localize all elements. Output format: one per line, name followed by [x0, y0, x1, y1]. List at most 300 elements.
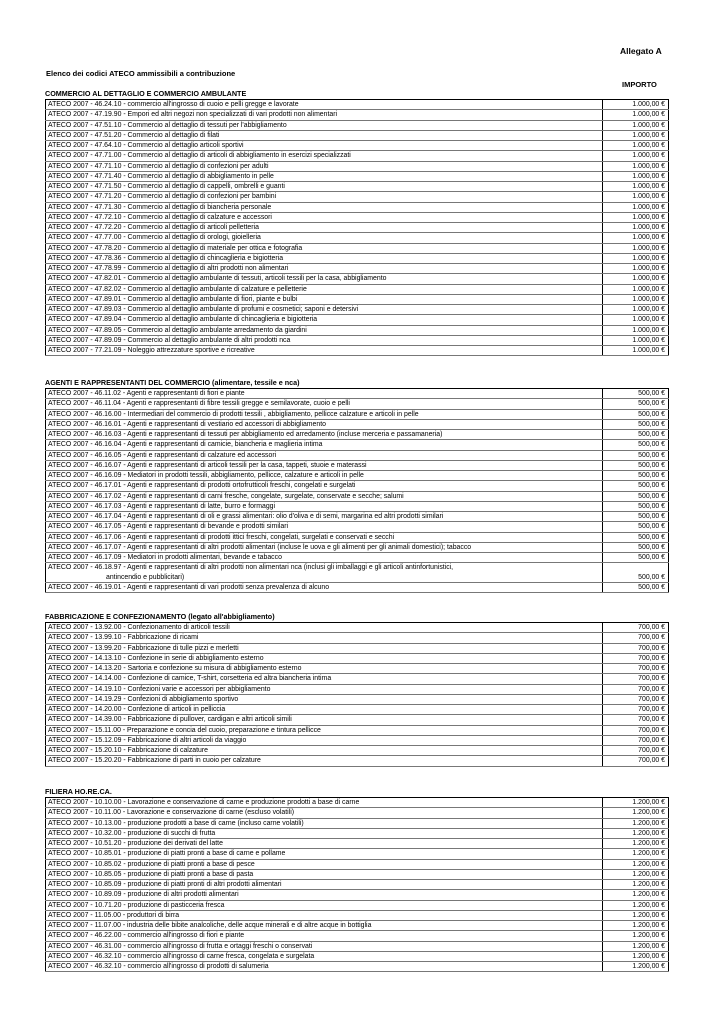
ateco-description	[46, 253, 603, 263]
ateco-description-text: ATECO 2007 - 10.85.09 - produzione di piatti pronti di altri prodotti alimentari	[48, 881, 282, 888]
ateco-description-text: ATECO 2007 - 10.32.00 - produzione di succhi di frutta	[48, 829, 216, 837]
ateco-description-text: ATECO 2007 - 13.92.00 - Confezionamento di articoli tessili	[48, 624, 230, 631]
ateco-amount: 500,00 €	[603, 563, 669, 583]
ateco-table	[45, 100, 669, 356]
importo-column-header: IMPORTO	[622, 80, 657, 89]
ateco-description	[46, 223, 603, 233]
allegato-label: Allegato A	[620, 46, 662, 56]
ateco-amount: 1.000,00 €	[603, 325, 669, 335]
ateco-description-text: ATECO 2007 - 46.16.09 - Mediatori in prodotti tessili, abbigliamento, pellicce, calzature e articoli in pelle	[48, 472, 364, 479]
ateco-description-text: ATECO 2007 - 13.99.20 - Fabbricazione di tulle pizzi e merletti	[48, 644, 239, 652]
table-row	[46, 951, 669, 961]
ateco-description	[46, 746, 603, 756]
ateco-description	[46, 450, 603, 460]
ateco-amount: 700,00 €	[603, 756, 669, 766]
ateco-description-text: ATECO 2007 - 47.78.99 - Commercio al dettaglio di altri prodotti non alimentari	[48, 265, 289, 272]
ateco-description-continuation: antincendio e pubblicitari)	[106, 573, 185, 581]
ateco-description	[46, 430, 603, 440]
ateco-description	[46, 941, 603, 951]
ateco-description-text: ATECO 2007 - 46.24.10 - commercio all'ingrosso di cuoio e pelli gregge e lavorate	[48, 101, 299, 108]
section-title: FABBRICAZIONE E CONFEZIONAMENTO (legato all'abbigliamento)	[45, 612, 669, 623]
ateco-description	[46, 705, 603, 715]
ateco-description	[46, 839, 603, 849]
ateco-table	[45, 389, 669, 593]
table-row	[46, 798, 669, 808]
ateco-description	[46, 161, 603, 171]
ateco-amount: 1.000,00 €	[603, 253, 669, 263]
table-row	[46, 818, 669, 828]
table-row	[46, 653, 669, 663]
table-row	[46, 623, 669, 633]
section-title: COMMERCIO AL DETTAGLIO E COMMERCIO AMBULANTE	[45, 89, 669, 100]
ateco-description	[46, 808, 603, 818]
ateco-amount: 1.200,00 €	[603, 839, 669, 849]
ateco-description-text: ATECO 2007 - 47.51.20 - Commercio al dettaglio di filati	[48, 131, 220, 139]
ateco-description	[46, 491, 603, 501]
ateco-description-text: ATECO 2007 - 47.89.04 - Commercio al dettaglio ambulante di chincaglieria e bigiotteria	[48, 316, 318, 324]
ateco-description-text: ATECO 2007 - 10.85.02 - produzione di piatti pronti a base di pesce	[48, 860, 255, 868]
ateco-description	[46, 346, 603, 356]
ateco-description-text: ATECO 2007 - 47.71.50 - Commercio al dettaglio di cappelli, ombrelli e guanti	[48, 183, 285, 190]
table-row	[46, 243, 669, 253]
ateco-amount: 1.000,00 €	[603, 233, 669, 243]
section-fabbricazione	[45, 612, 669, 767]
ateco-description-text: ATECO 2007 - 46.18.97 - Agenti e rappresentanti di altri prodotti non alimentari nca (inclusi gli imballaggi e gli articoli antinfortunistici,	[48, 564, 454, 572]
ateco-amount: 1.000,00 €	[603, 120, 669, 130]
table-row	[46, 674, 669, 684]
table-row	[46, 633, 669, 643]
ateco-amount: 500,00 €	[603, 450, 669, 460]
table-row	[46, 264, 669, 274]
ateco-description	[46, 501, 603, 511]
ateco-description-text: ATECO 2007 - 13.99.10 - Fabbricazione di ricami	[48, 634, 199, 642]
ateco-description	[46, 674, 603, 684]
table-row	[46, 705, 669, 715]
ateco-description	[46, 653, 603, 663]
ateco-description-text: ATECO 2007 - 46.17.09 - Mediatori in prodotti alimentari, bevande e tabacco	[48, 554, 282, 561]
table-row	[46, 182, 669, 192]
ateco-description	[46, 633, 603, 643]
ateco-description-text: ATECO 2007 - 10.85.01 - produzione di piatti pronti a base di carne e pollame	[48, 850, 286, 858]
ateco-description-text: ATECO 2007 - 15.20.10 - Fabbricazione di calzature	[48, 747, 208, 754]
ateco-table	[45, 623, 669, 767]
table-row	[46, 161, 669, 171]
ateco-description	[46, 419, 603, 429]
ateco-amount: 700,00 €	[603, 746, 669, 756]
table-row	[46, 294, 669, 304]
ateco-description	[46, 440, 603, 450]
ateco-amount: 500,00 €	[603, 553, 669, 563]
ateco-description	[46, 512, 603, 522]
ateco-amount: 700,00 €	[603, 623, 669, 633]
table-row	[46, 859, 669, 869]
ateco-description	[46, 664, 603, 674]
table-row	[46, 962, 669, 972]
ateco-description	[46, 284, 603, 294]
table-row	[46, 305, 669, 315]
ateco-amount: 500,00 €	[603, 430, 669, 440]
ateco-description-text: ATECO 2007 - 47.72.10 - Commercio al dettaglio di calzature e accessori	[48, 213, 272, 221]
ateco-description-text: ATECO 2007 - 10.10.00 - Lavorazione e conservazione di carne e produzione prodotti a base di carne	[48, 799, 360, 806]
ateco-description-text: ATECO 2007 - 11.05.00 - produttori di birra	[48, 911, 180, 919]
ateco-amount: 700,00 €	[603, 664, 669, 674]
ateco-description	[46, 582, 603, 592]
ateco-amount: 500,00 €	[603, 440, 669, 450]
table-row	[46, 694, 669, 704]
ateco-amount: 500,00 €	[603, 471, 669, 481]
table-row	[46, 643, 669, 653]
ateco-description	[46, 141, 603, 151]
table-row	[46, 253, 669, 263]
ateco-description-text: ATECO 2007 - 46.17.06 - Agenti e rappresentanti di prodotti ittici freschi, congelati, surgelati e conservati e secchi	[48, 533, 395, 541]
section-agenti	[45, 378, 669, 593]
table-row	[46, 389, 669, 399]
ateco-description-text: ATECO 2007 - 46.17.02 - Agenti e rappresentanti di carni fresche, congelate, surgelate, conservate e secche; salumi	[48, 492, 404, 500]
ateco-amount: 1.200,00 €	[603, 859, 669, 869]
table-row	[46, 141, 669, 151]
ateco-description	[46, 274, 603, 284]
ateco-amount: 1.000,00 €	[603, 192, 669, 202]
ateco-amount: 500,00 €	[603, 532, 669, 542]
table-row	[46, 471, 669, 481]
table-row	[46, 491, 669, 501]
ateco-description-text: ATECO 2007 - 46.17.01 - Agenti e rappresentanti di prodotti ortofrutticoli freschi, congelati e surgelati	[48, 482, 356, 490]
ateco-amount: 1.000,00 €	[603, 171, 669, 181]
ateco-description-text: ATECO 2007 - 47.71.40 - Commercio al dettaglio di abbigliamento in pelle	[48, 172, 274, 180]
ateco-description	[46, 849, 603, 859]
ateco-amount: 1.000,00 €	[603, 110, 669, 120]
ateco-amount: 1.000,00 €	[603, 346, 669, 356]
ateco-description	[46, 202, 603, 212]
ateco-description	[46, 553, 603, 563]
ateco-amount: 1.000,00 €	[603, 223, 669, 233]
ateco-description-text: ATECO 2007 - 46.17.07 - Agenti e rappresentanti di altri prodotti alimentari (incluse le uova e gli alimenti per gli animali domestici); tabacco	[48, 543, 472, 551]
table-row	[46, 900, 669, 910]
ateco-description	[46, 735, 603, 745]
section-title: FILIERA HO.RE.CA.	[45, 787, 669, 798]
ateco-amount: 1.200,00 €	[603, 941, 669, 951]
ateco-amount: 500,00 €	[603, 512, 669, 522]
ateco-description	[46, 192, 603, 202]
ateco-description	[46, 532, 603, 542]
table-row	[46, 542, 669, 552]
table-row	[46, 941, 669, 951]
ateco-amount: 1.200,00 €	[603, 951, 669, 961]
ateco-description	[46, 522, 603, 532]
ateco-description	[46, 212, 603, 222]
ateco-amount: 500,00 €	[603, 542, 669, 552]
ateco-description-text: ATECO 2007 - 10.85.05 - produzione di piatti pronti a base di pasta	[48, 870, 254, 878]
table-row	[46, 346, 669, 356]
ateco-description-text: ATECO 2007 - 46.31.00 - commercio all'ingrosso di frutta e ortaggi freschi o conservati	[48, 942, 313, 950]
ateco-amount: 1.000,00 €	[603, 182, 669, 192]
ateco-description	[46, 481, 603, 491]
ateco-description	[46, 869, 603, 879]
ateco-description	[46, 264, 603, 274]
ateco-amount: 500,00 €	[603, 501, 669, 511]
table-row	[46, 512, 669, 522]
ateco-amount: 1.000,00 €	[603, 202, 669, 212]
ateco-amount: 700,00 €	[603, 653, 669, 663]
table-row	[46, 233, 669, 243]
ateco-amount: 700,00 €	[603, 725, 669, 735]
table-row	[46, 880, 669, 890]
ateco-amount: 500,00 €	[603, 419, 669, 429]
ateco-description-text: ATECO 2007 - 47.82.02 - Commercio al dettaglio ambulante di calzature e pelletterie	[48, 285, 307, 293]
ateco-description	[46, 725, 603, 735]
ateco-description-text: ATECO 2007 - 14.14.00 - Confezione di camice, T-shirt, corsetteria ed altra biancheria intima	[48, 675, 332, 683]
ateco-amount: 1.000,00 €	[603, 264, 669, 274]
ateco-description-text: ATECO 2007 - 10.11.00 - Lavorazione e conservazione di carne (escluso volatili)	[48, 809, 295, 817]
ateco-amount: 1.200,00 €	[603, 828, 669, 838]
ateco-description	[46, 563, 603, 583]
ateco-amount: 500,00 €	[603, 460, 669, 470]
ateco-description	[46, 962, 603, 972]
ateco-amount: 1.200,00 €	[603, 962, 669, 972]
ateco-description-text: ATECO 2007 - 15.12.09 - Fabbricazione di altri articoli da viaggio	[48, 736, 247, 744]
ateco-description	[46, 171, 603, 181]
ateco-description	[46, 243, 603, 253]
table-row	[46, 315, 669, 325]
table-row	[46, 746, 669, 756]
table-row	[46, 171, 669, 181]
ateco-description	[46, 859, 603, 869]
table-row	[46, 756, 669, 766]
ateco-description	[46, 715, 603, 725]
ateco-description	[46, 694, 603, 704]
ateco-description	[46, 315, 603, 325]
table-row	[46, 192, 669, 202]
table-row	[46, 202, 669, 212]
table-row	[46, 120, 669, 130]
ateco-description-text: ATECO 2007 - 46.16.04 - Agenti e rappresentanti di camicie, biancheria e maglieria intima	[48, 441, 323, 449]
table-row	[46, 582, 669, 592]
section-title: AGENTI E RAPPRESENTANTI DEL COMMERCIO (alimentare, tessile e nca)	[45, 378, 669, 389]
ateco-description-text: ATECO 2007 - 47.78.20 - Commercio al dettaglio di materiale per ottica e fotografia	[48, 244, 303, 252]
ateco-description-text: ATECO 2007 - 10.71.20 - produzione di pasticceria fresca	[48, 901, 225, 909]
table-row	[46, 450, 669, 460]
ateco-amount: 1.200,00 €	[603, 880, 669, 890]
ateco-amount: 1.000,00 €	[603, 335, 669, 345]
table-row	[46, 501, 669, 511]
ateco-amount: 1.200,00 €	[603, 808, 669, 818]
ateco-description	[46, 684, 603, 694]
ateco-description	[46, 542, 603, 552]
ateco-description-text: ATECO 2007 - 15.20.20 - Fabbricazione di parti in cuoio per calzature	[48, 757, 261, 765]
ateco-description	[46, 818, 603, 828]
ateco-amount: 500,00 €	[603, 389, 669, 399]
ateco-description-text: ATECO 2007 - 47.78.36 - Commercio al dettaglio di chincaglieria e bigiotteria	[48, 254, 284, 262]
table-row	[46, 735, 669, 745]
ateco-description	[46, 100, 603, 110]
ateco-amount: 700,00 €	[603, 674, 669, 684]
table-row	[46, 151, 669, 161]
ateco-amount: 1.200,00 €	[603, 921, 669, 931]
ateco-description-text: ATECO 2007 - 46.16.05 - Agenti e rappresentanti di calzature ed accessori	[48, 451, 277, 459]
ateco-description-text: ATECO 2007 - 14.13.20 - Sartoria e confezione su misura di abbigliamento esterno	[48, 665, 302, 672]
document-intro: Elenco dei codici ATECO ammissibili a contribuzione	[46, 69, 236, 78]
ateco-amount: 500,00 €	[603, 491, 669, 501]
ateco-description-text: ATECO 2007 - 47.71.00 - Commercio al dettaglio di articoli di abbigliamento in esercizi specializzati	[48, 152, 351, 160]
ateco-description	[46, 399, 603, 409]
table-row	[46, 828, 669, 838]
ateco-description	[46, 335, 603, 345]
ateco-description-text: ATECO 2007 - 46.11.04 - Agenti e rappresentanti di fibre tessili gregge e semilavorate, cuoio e pelli	[48, 400, 350, 408]
table-row	[46, 553, 669, 563]
ateco-description	[46, 182, 603, 192]
ateco-amount: 1.000,00 €	[603, 100, 669, 110]
ateco-description	[46, 756, 603, 766]
ateco-description-text: ATECO 2007 - 14.39.00 - Fabbricazione di pullover, cardigan e altri articoli simili	[48, 716, 292, 724]
table-row	[46, 931, 669, 941]
table-row	[46, 212, 669, 222]
table-row	[46, 284, 669, 294]
section-commercio	[45, 89, 669, 356]
ateco-amount: 1.000,00 €	[603, 305, 669, 315]
ateco-amount: 1.000,00 €	[603, 274, 669, 284]
ateco-table	[45, 798, 669, 972]
ateco-amount: 700,00 €	[603, 633, 669, 643]
ateco-description-text: ATECO 2007 - 47.89.01 - Commercio al dettaglio ambulante di fiori, piante e bulbi	[48, 295, 298, 303]
ateco-amount: 1.000,00 €	[603, 243, 669, 253]
ateco-description	[46, 233, 603, 243]
ateco-description-text: ATECO 2007 - 46.17.04 - Agenti e rappresentanti di oli e grassi alimentari: olio d'oliva e di semi, margarina ed altri prodotti similari	[48, 513, 444, 520]
ateco-description	[46, 931, 603, 941]
ateco-description-text: ATECO 2007 - 10.89.09 - produzione di altri prodotti alimentari	[48, 891, 239, 899]
ateco-amount: 1.200,00 €	[603, 910, 669, 920]
ateco-description	[46, 951, 603, 961]
table-row	[46, 325, 669, 335]
ateco-amount: 1.200,00 €	[603, 849, 669, 859]
ateco-amount: 1.000,00 €	[603, 141, 669, 151]
ateco-amount: 500,00 €	[603, 481, 669, 491]
ateco-amount: 1.200,00 €	[603, 900, 669, 910]
ateco-amount: 500,00 €	[603, 582, 669, 592]
ateco-description-text: ATECO 2007 - 46.11.02 - Agenti e rappresentanti di fiori e piante	[48, 390, 245, 397]
table-row	[46, 481, 669, 491]
ateco-amount: 700,00 €	[603, 684, 669, 694]
table-row	[46, 563, 669, 583]
ateco-description	[46, 828, 603, 838]
ateco-description-text: ATECO 2007 - 11.07.00 - industria delle bibite analcoliche, delle acque minerali e di altre acque in bottiglia	[48, 922, 372, 929]
ateco-description-text: ATECO 2007 - 47.71.10 - Commercio al dettaglio di confezioni per adulti	[48, 162, 269, 170]
ateco-description-text: ATECO 2007 - 47.89.09 - Commercio al dettaglio ambulante di altri prodotti nca	[48, 336, 291, 344]
table-row	[46, 335, 669, 345]
ateco-amount: 1.000,00 €	[603, 315, 669, 325]
ateco-description	[46, 294, 603, 304]
ateco-description	[46, 921, 603, 931]
table-row	[46, 890, 669, 900]
ateco-description-text: ATECO 2007 - 47.64.10 - Commercio al dettaglio articoli sportivi	[48, 142, 244, 149]
table-row	[46, 274, 669, 284]
ateco-description-text: ATECO 2007 - 46.16.03 - Agenti e rappresentanti di tessuti per abbigliamento ed arredamento (incluse merceria e passamaneria)	[48, 431, 443, 438]
ateco-description-text: ATECO 2007 - 47.71.30 - Commercio al dettaglio di biancheria personale	[48, 203, 272, 211]
table-row	[46, 130, 669, 140]
ateco-description-text: ATECO 2007 - 46.32.10 - commercio all'ingrosso di prodotti di salumeria	[48, 963, 269, 970]
table-row	[46, 910, 669, 920]
ateco-description	[46, 890, 603, 900]
ateco-amount: 1.200,00 €	[603, 869, 669, 879]
ateco-amount: 700,00 €	[603, 715, 669, 725]
ateco-description	[46, 409, 603, 419]
section-horeca	[45, 787, 669, 972]
ateco-amount: 1.200,00 €	[603, 818, 669, 828]
ateco-description-text: ATECO 2007 - 47.19.90 - Empori ed altri negozi non specializzati di vari prodotti non alimentari	[48, 111, 338, 119]
ateco-description-text: ATECO 2007 - 14.19.29 - Confezioni di abbigliamento sportivo	[48, 695, 239, 703]
ateco-amount: 1.000,00 €	[603, 151, 669, 161]
ateco-description-text: ATECO 2007 - 46.17.05 - Agenti e rappresentanti di bevande e prodotti similari	[48, 523, 289, 531]
table-row	[46, 664, 669, 674]
ateco-description	[46, 900, 603, 910]
ateco-description-text: ATECO 2007 - 46.16.00 - Intermediari del commercio di prodotti tessili , abbigliamento, pellicce calzature e articoli in pelle	[48, 410, 419, 418]
ateco-description-text: ATECO 2007 - 46.16.07 - Agenti e rappresentanti di articoli tessili per la casa, tappeti, stuoie e materassi	[48, 461, 367, 469]
table-row	[46, 110, 669, 120]
ateco-amount: 1.000,00 €	[603, 130, 669, 140]
table-row	[46, 440, 669, 450]
table-row	[46, 223, 669, 233]
table-row	[46, 430, 669, 440]
ateco-description-text: ATECO 2007 - 10.51.20 - produzione dei derivati del latte	[48, 840, 223, 847]
table-row	[46, 849, 669, 859]
ateco-description	[46, 305, 603, 315]
ateco-description	[46, 880, 603, 890]
ateco-description-text: ATECO 2007 - 47.89.05 - Commercio al dettaglio ambulante arredamento da giardini	[48, 326, 307, 334]
ateco-description	[46, 798, 603, 808]
ateco-amount: 1.200,00 €	[603, 931, 669, 941]
ateco-description	[46, 389, 603, 399]
ateco-description-text: ATECO 2007 - 15.11.00 - Preparazione e concia del cuoio, preparazione e tintura pellicce	[48, 726, 321, 734]
ateco-description-text: ATECO 2007 - 47.72.20 - Commercio al dettaglio di articoli pelletteria	[48, 224, 259, 231]
ateco-description	[46, 151, 603, 161]
ateco-description	[46, 643, 603, 653]
table-row	[46, 409, 669, 419]
ateco-description-text: ATECO 2007 - 47.71.20 - Commercio al dettaglio di confezioni per bambini	[48, 193, 277, 201]
ateco-amount: 500,00 €	[603, 522, 669, 532]
table-row	[46, 684, 669, 694]
ateco-amount: 700,00 €	[603, 735, 669, 745]
table-row	[46, 921, 669, 931]
table-row	[46, 725, 669, 735]
ateco-amount: 1.000,00 €	[603, 212, 669, 222]
table-row	[46, 869, 669, 879]
ateco-description	[46, 120, 603, 130]
ateco-description	[46, 325, 603, 335]
ateco-description-text: ATECO 2007 - 46.32.10 - commercio all'ingrosso di carne fresca, congelata e surgelata	[48, 952, 315, 960]
table-row	[46, 715, 669, 725]
ateco-amount: 1.000,00 €	[603, 294, 669, 304]
ateco-description-text: ATECO 2007 - 47.51.10 - Commercio al dettaglio di tessuti per l'abbigliamento	[48, 121, 287, 129]
ateco-amount: 500,00 €	[603, 399, 669, 409]
ateco-description	[46, 130, 603, 140]
ateco-description-text: ATECO 2007 - 14.20.00 - Confezione di articoli in pelliccia	[48, 706, 226, 713]
ateco-amount: 1.200,00 €	[603, 890, 669, 900]
ateco-amount: 1.000,00 €	[603, 284, 669, 294]
ateco-amount: 700,00 €	[603, 705, 669, 715]
ateco-description	[46, 460, 603, 470]
ateco-amount: 1.000,00 €	[603, 161, 669, 171]
table-row	[46, 460, 669, 470]
ateco-description-text: ATECO 2007 - 46.17.03 - Agenti e rappresentanti di latte, burro e formaggi	[48, 502, 276, 510]
table-row	[46, 839, 669, 849]
ateco-description	[46, 623, 603, 633]
ateco-description-text: ATECO 2007 - 77.21.09 - Noleggio attrezzature sportive e ricreative	[48, 347, 255, 354]
ateco-description-text: ATECO 2007 - 14.13.10 - Confezione in serie di abbigliamento esterno	[48, 654, 264, 662]
ateco-description-text: ATECO 2007 - 46.16.01 - Agenti e rappresentanti di vestiario ed accessori di abbigliamento	[48, 420, 326, 428]
ateco-description-text: ATECO 2007 - 46.19.01 - Agenti e rappresentanti di vari prodotti senza prevalenza di alcuno	[48, 583, 330, 591]
ateco-description-text: ATECO 2007 - 47.89.03 - Commercio al dettaglio ambulante di profumi e cosmetici; saponi e detersivi	[48, 306, 359, 313]
ateco-amount: 500,00 €	[603, 409, 669, 419]
table-row	[46, 808, 669, 818]
